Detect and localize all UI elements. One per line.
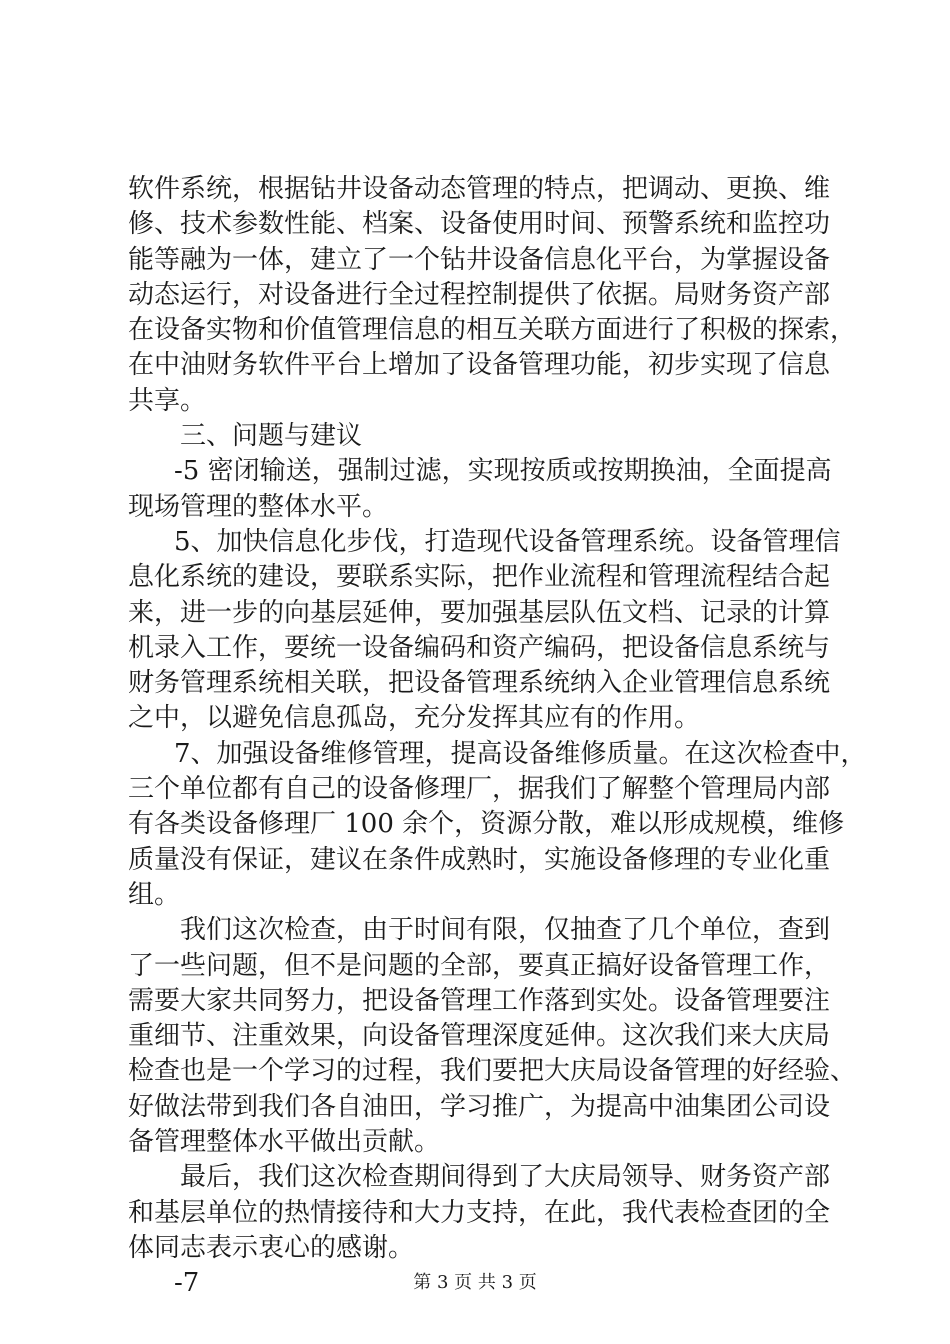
page-footer: 第 3 页 共 3 页 xyxy=(413,1272,537,1293)
text-line: 修、技术参数性能、档案、设备使用时间、预警系统和监控功 xyxy=(128,209,831,240)
text-line: -5 密闭输送，强制过滤，实现按质或按期换油，全面提高 xyxy=(174,456,832,487)
text-line: 需要大家共同努力，把设备管理工作落到实处。设备管理要注 xyxy=(128,985,831,1016)
section-heading: 三、问题与建议 xyxy=(180,421,363,452)
document-body xyxy=(128,172,867,1302)
text-line: 在中油财务软件平台上增加了设备管理功能，初步实现了信息 xyxy=(128,350,831,381)
text-line: 检查也是一个学习的过程，我们要把大庆局设备管理的好经验、 xyxy=(128,1056,857,1087)
text-line: 和基层单位的热情接待和大力支持，在此，我代表检查团的全 xyxy=(128,1197,831,1228)
text-line: 之中，以避免信息孤岛，充分发挥其应有的作用。 xyxy=(128,703,701,734)
text-line: 我们这次检查，由于时间有限，仅抽查了几个单位，查到 xyxy=(180,915,831,946)
text-line: 好做法带到我们各自油田，学习推广，为提高中油集团公司设 xyxy=(128,1091,831,1122)
text-line: 最后，我们这次检查期间得到了大庆局领导、财务资产部 xyxy=(180,1162,831,1193)
text-line: 了一些问题，但不是问题的全部，要真正搞好设备管理工作， xyxy=(128,950,831,981)
text-line: 体同志表示衷心的感谢。 xyxy=(128,1232,415,1263)
text-line: 息化系统的建设，要联系实际，把作业流程和管理流程结合起 xyxy=(128,562,831,593)
text-line: 动态运行，对设备进行全过程控制提供了依据。局财务资产部 xyxy=(128,279,831,310)
text-line: 5、加快信息化步伐，打造现代设备管理系统。设备管理信 xyxy=(174,526,841,557)
text-line: 能等融为一体，建立了一个钻井设备信息化平台，为掌握设备 xyxy=(128,244,831,275)
text-line: 财务管理系统相关联，把设备管理系统纳入企业管理信息系统 xyxy=(128,668,831,699)
text-line: 现场管理的整体水平。 xyxy=(128,491,389,522)
text-line: 来，进一步的向基层延伸，要加强基层队伍文档、记录的计算 xyxy=(128,597,831,628)
text-line: 在设备实物和价值管理信息的相互关联方面进行了积极的探索， xyxy=(128,315,857,346)
text-line: 重细节、注重效果，向设备管理深度延伸。这次我们来大庆局 xyxy=(128,1021,831,1052)
text-line: 组。 xyxy=(128,879,181,910)
text-line: 有各类设备修理厂 100 余个，资源分散，难以形成规模，维修 xyxy=(128,809,845,840)
text-line: 7、加强设备维修管理，提高设备维修质量。在这次检查中， xyxy=(174,738,867,769)
text-line: 质量没有保证，建议在条件成熟时，实施设备修理的专业化重 xyxy=(128,844,831,875)
text-line: 三个单位都有自己的设备修理厂，据我们了解整个管理局内部 xyxy=(128,774,831,805)
text-line: 备管理整体水平做出贡献。 xyxy=(128,1127,441,1158)
text-line: 共享。 xyxy=(128,385,207,416)
text-line: -7 xyxy=(174,1268,200,1299)
text-line: 机录入工作，要统一设备编码和资产编码，把设备信息系统与 xyxy=(128,632,831,663)
text-line: 软件系统，根据钻井设备动态管理的特点，把调动、更换、维 xyxy=(128,174,831,204)
